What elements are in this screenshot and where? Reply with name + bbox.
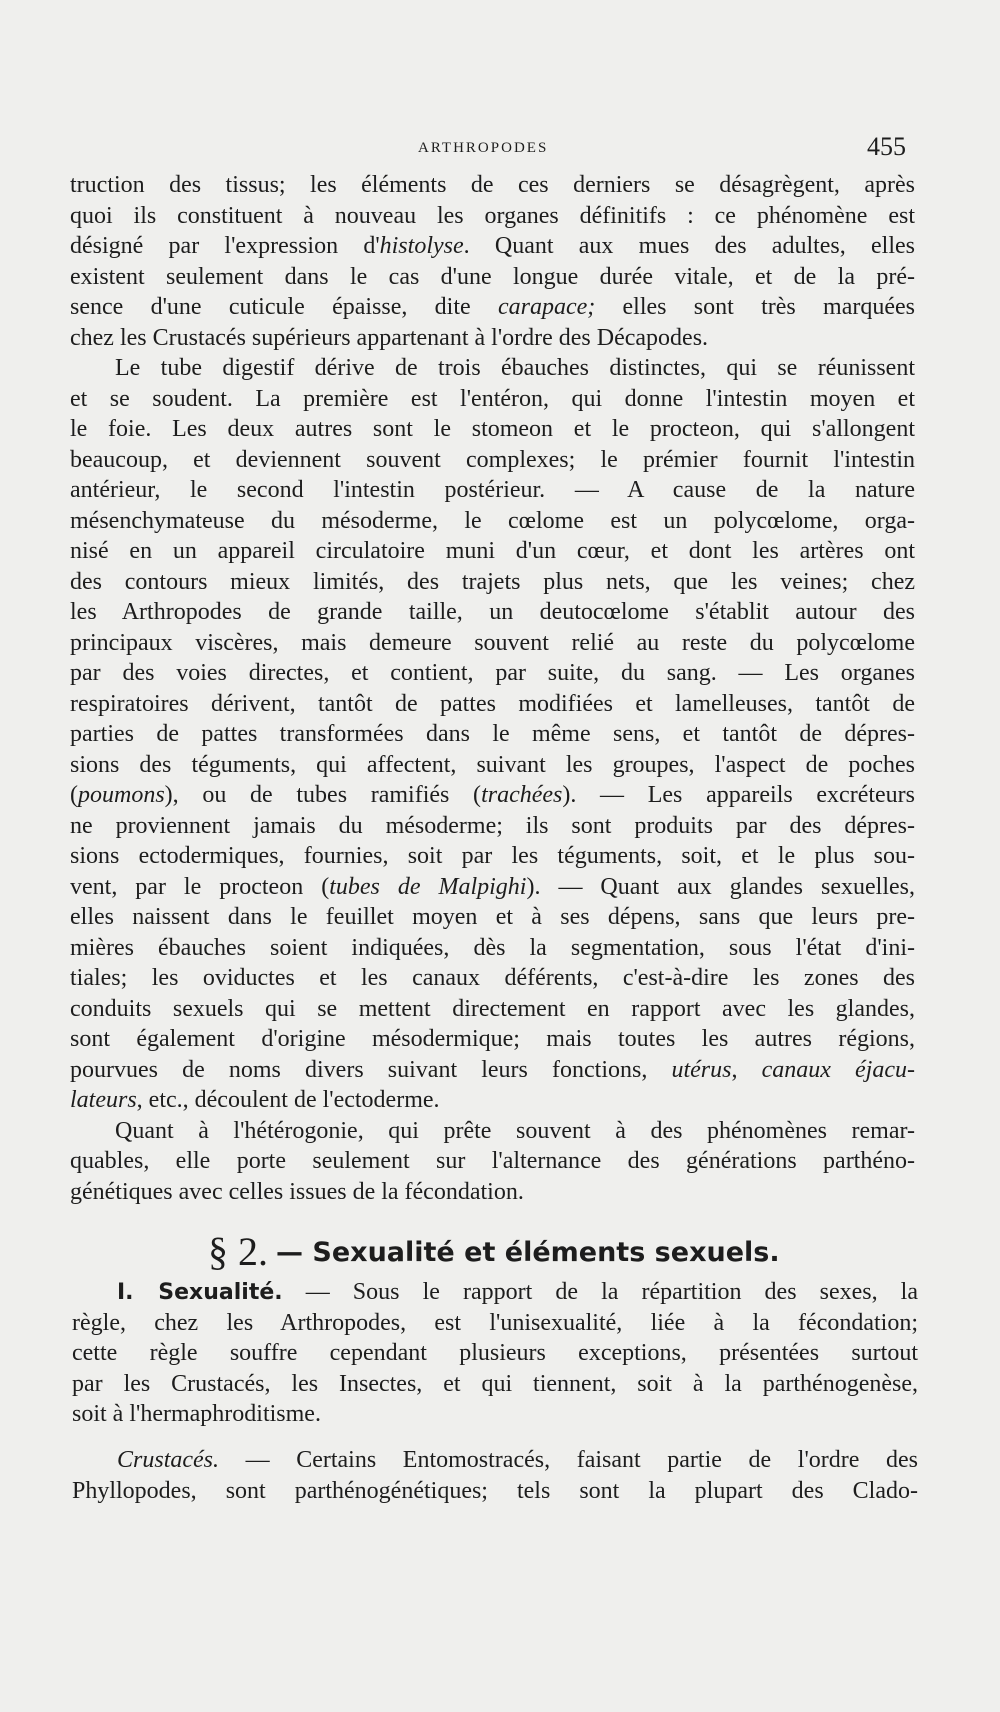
text-line: Crustacés. — Certains Entomostracés, faisant partie de l'ordre des xyxy=(117,1447,918,1473)
text-line: sions ectodermiques, fournies, soit par les téguments, soit, et le plus sou- xyxy=(70,843,915,869)
paragraph-label: Crustacés. xyxy=(117,1447,219,1473)
text-line: antérieur, le second l'intestin postérieur. — A cause de la nature xyxy=(70,477,915,503)
text-line: chez les Crustacés supérieurs appartenant à l'ordre des Décapodes. xyxy=(70,324,709,351)
text-line: par les Crustacés, les Insectes, et qui tiennent, soit à la parthénogenèse, xyxy=(72,1370,918,1397)
text-line: des contours mieux limités, des trajets plus nets, que les veines; chez xyxy=(70,568,915,595)
text-line: et se soudent. La première est l'entéron, qui donne l'intestin moyen et xyxy=(70,385,915,412)
text-line: conduits sexuels qui se mettent directement en rapport avec les glandes, xyxy=(70,995,915,1022)
text-line: pourvues de noms divers suivant leurs fonctions, utérus, canaux éjacu- xyxy=(70,1056,915,1083)
text-line: nisé en un appareil circulatoire muni d'un cœur, et dont les artères ont xyxy=(70,538,915,564)
text-line: tiales; les oviductes et les canaux déférents, c'est-à-dire les zones des xyxy=(70,965,915,991)
italic-term: utérus xyxy=(671,1056,732,1083)
text-line: lateurs, etc., découlent de l'ectoderme. xyxy=(70,1087,440,1113)
section-symbol: § 2. xyxy=(208,1229,268,1274)
page-number: 455 xyxy=(867,132,906,161)
text-line: Quant à l'hétérogonie, qui prête souvent à des phénomènes remar- xyxy=(115,1117,915,1144)
text-line: sont également d'origine mésodermique; mais toutes les autres régions, xyxy=(70,1026,915,1052)
crustaces-paragraph xyxy=(72,1445,918,1506)
text-line: soit à l'hermaphroditisme. xyxy=(72,1401,321,1427)
italic-term: tubes de Malpighi xyxy=(329,873,527,900)
text-line: quables, elle porte seulement sur l'alternance des générations parthéno- xyxy=(70,1148,915,1174)
text-line: truction des tissus; les éléments de ces derniers se désagrègent, après xyxy=(70,172,915,198)
text-line: (poumons), ou de tubes ramifiés (trachées). — Les appareils excréteurs xyxy=(70,782,916,808)
italic-term: poumons xyxy=(78,782,165,808)
italic-term: canaux éjacu- xyxy=(761,1056,915,1083)
text-line: par des voies directes, et contient, par suite, du sang. — Les organes xyxy=(70,660,915,686)
text-line: désigné par l'expression d'histolyse. Quant aux mues des adultes, elles xyxy=(70,233,915,259)
main-text xyxy=(70,170,915,1207)
italic-term: lateurs xyxy=(70,1087,137,1113)
italic-term: histolyse xyxy=(379,233,464,259)
running-title: ARTHROPODES xyxy=(418,140,549,156)
italic-term: carapace; xyxy=(497,294,596,320)
text-line: principaux viscères, mais demeure souvent relié au reste du polycœlome xyxy=(70,629,915,656)
text-line: sions des téguments, qui affectent, suivant les groupes, l'aspect de poches xyxy=(70,751,915,778)
text-line: génétiques avec celles issues de la fécondation. xyxy=(70,1178,524,1205)
text-line: mières ébauches soient indiquées, dès la segmentation, sous l'état d'ini- xyxy=(70,934,915,961)
text-line: elles naissent dans le feuillet moyen et à ses dépens, sans que leurs pre- xyxy=(70,904,915,930)
text-line: les Arthropodes de grande taille, un deutocœlome s'établit autour des xyxy=(70,599,915,625)
text-line: Le tube digestif dérive de trois ébauches distinctes, qui se réunissent xyxy=(115,355,915,381)
italic-term: trachées xyxy=(481,782,563,808)
text-line: mésenchymateuse du mésoderme, le cœlome est un polycœlome, orga- xyxy=(70,507,915,534)
sexualite-paragraph xyxy=(72,1277,918,1430)
text-line: Phyllopodes, sont parthénogénétiques; tels sont la plupart des Clado- xyxy=(72,1477,918,1504)
paragraph-label: I. Sexualité. xyxy=(117,1280,283,1305)
text-line: cette règle souffre cependant plusieurs exceptions, présentées surtout xyxy=(72,1340,918,1366)
text-line: ne proviennent jamais du mésoderme; ils sont produits par des dépres- xyxy=(70,812,915,839)
text-line: beaucoup, et deviennent souvent complexes; le prémier fournit l'intestin xyxy=(70,446,915,473)
text-line: parties de pattes transformées dans le même sens, et tantôt de dépres- xyxy=(70,721,915,747)
text-line: respiratoires dérivent, tantôt de pattes modifiées et lamelleuses, tantôt de xyxy=(70,690,915,717)
text-line: I. Sexualité. — Sous le rapport de la répartition des sexes, la xyxy=(117,1279,919,1305)
text-line: sence d'une cuticule épaisse, dite carapace; elles sont très marquées xyxy=(70,294,915,320)
text-line: le foie. Les deux autres sont le stomeon et le procteon, qui s'allongent xyxy=(70,416,915,442)
running-header xyxy=(0,132,1000,166)
text-line: quoi ils constituent à nouveau les organes définitifs : ce phénomène est xyxy=(70,202,915,229)
text-line: règle, chez les Arthropodes, est l'unisexualité, liée à la fécondation; xyxy=(72,1309,918,1336)
section-heading xyxy=(208,1228,780,1275)
section-title: — Sexualité et éléments sexuels. xyxy=(276,1237,780,1268)
text-line: existent seulement dans le cas d'une longue durée vitale, et de la pré- xyxy=(70,263,915,290)
text-line: vent, par le procteon (tubes de Malpighi). — Quant aux glandes sexuelles, xyxy=(70,873,915,900)
